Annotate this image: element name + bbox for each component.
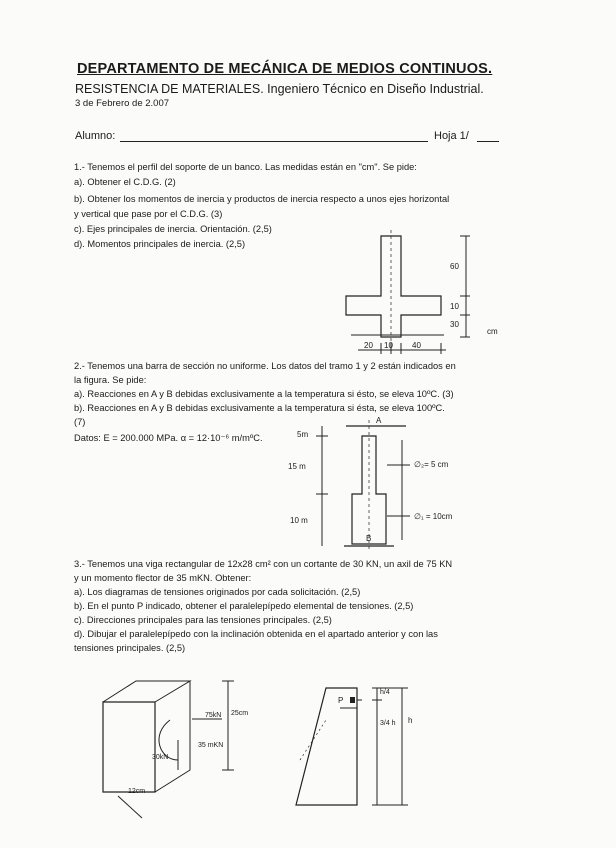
support-label: B bbox=[366, 534, 372, 543]
stepped-bar-figure bbox=[316, 420, 410, 552]
figure-dim-label: h bbox=[408, 716, 413, 725]
figure-dim-label: 10 bbox=[450, 302, 459, 311]
figure-dim-label: 20 bbox=[364, 341, 373, 350]
figure-dim-label: h/4 bbox=[380, 689, 390, 696]
figure-dim-label: 40 bbox=[412, 341, 421, 350]
diameter-label: ∅₂= 5 cm bbox=[414, 460, 449, 469]
problem-line: c). Direcciones principales para las tensiones principales. (2,5) bbox=[74, 615, 332, 625]
problem-line: a). Obtener el C.D.G. (2) bbox=[74, 177, 176, 187]
section-figure bbox=[296, 688, 408, 805]
exam-date: 3 de Febrero de 2.007 bbox=[75, 98, 170, 109]
problem-line: la figura. Se pide: bbox=[74, 375, 147, 385]
figure-dim-label: 60 bbox=[450, 262, 459, 271]
problem-line: b). En el punto P indicado, obtener el paralelepípedo elemental de tensiones. (2,5) bbox=[74, 601, 414, 611]
problem-line: (7) bbox=[74, 417, 86, 427]
problem-2-data: Datos: E = 200.000 MPa. α = 12·10⁻⁶ m/mºC. bbox=[74, 433, 263, 443]
figure-dim-label: 10 m bbox=[290, 516, 308, 525]
sheet-label: Hoja 1/ bbox=[434, 130, 469, 142]
problem-line: b). Obtener los momentos de inercia y productos de inercia respecto a unos ejes horizontal bbox=[74, 194, 450, 204]
problem-line: d). Momentos principales de inercia. (2,5) bbox=[74, 239, 246, 249]
problem-line: b). Reacciones en A y B debidas exclusivamente a la temperatura si ésta, se eleva 100ºC. bbox=[74, 403, 445, 413]
figure-dim-label: 5m bbox=[297, 430, 309, 439]
figure-dim-label: 15 m bbox=[288, 462, 306, 471]
course-subtitle: RESISTENCIA DE MATERIALES. Ingeniero Técnico en Diseño Industrial. bbox=[75, 82, 484, 96]
page-title: DEPARTAMENTO DE MECÁNICA DE MEDIOS CONTINUOS. bbox=[77, 61, 493, 77]
figure-dim-label: 12cm bbox=[128, 788, 146, 795]
problem-line: 1.- Tenemos el perfil del soporte de un banco. Las medidas están en "cm". Se pide: bbox=[74, 162, 417, 172]
problem-line: tensiones principales. (2,5) bbox=[74, 643, 186, 653]
figure-dim-label: 25cm bbox=[231, 710, 249, 717]
problem-line: y vertical que pase por el C.D.G. (3) bbox=[74, 209, 223, 219]
problem-line: a). Los diagramas de tensiones originados por cada solicitación. (2,5) bbox=[74, 587, 361, 597]
bench-profile-figure bbox=[346, 230, 470, 354]
force-label: 30kN bbox=[152, 754, 169, 761]
problem-line: d). Dibujar el paralelepípedo con la inclinación obtenida en el apartado anterior y con las bbox=[74, 629, 438, 639]
diameter-label: ∅₁ = 10cm bbox=[414, 512, 453, 521]
force-label: 75kN bbox=[205, 712, 222, 719]
problem-line: c). Ejes principales de inercia. Orientación. (2,5) bbox=[74, 224, 272, 234]
beam-block-figure bbox=[103, 681, 234, 818]
moment-label: 35 mKN bbox=[198, 742, 224, 749]
figure-unit-label: cm bbox=[487, 327, 498, 336]
problem-line: 3.- Tenemos una viga rectangular de 12x28 cm² con un cortante de 30 KN, un axil de 75 KN bbox=[74, 559, 453, 569]
problem-line: a). Reacciones en A y B debidas exclusivamente a la temperatura si ésto, se eleva 10ºC. (3) bbox=[74, 389, 454, 399]
figure-dim-label: 30 bbox=[450, 320, 459, 329]
student-label: Alumno: bbox=[75, 130, 116, 142]
problem-line: 2.- Tenemos una barra de sección no uniforme. Los datos del tramo 1 y 2 están indicados en bbox=[74, 361, 456, 371]
support-label: A bbox=[376, 416, 382, 425]
point-label: P bbox=[338, 696, 344, 705]
problem-line: y un momento flector de 35 mKN. Obtener: bbox=[74, 573, 252, 583]
figure-dim-label: 3/4 h bbox=[380, 720, 396, 727]
figure-dim-label: 10 bbox=[384, 341, 393, 350]
